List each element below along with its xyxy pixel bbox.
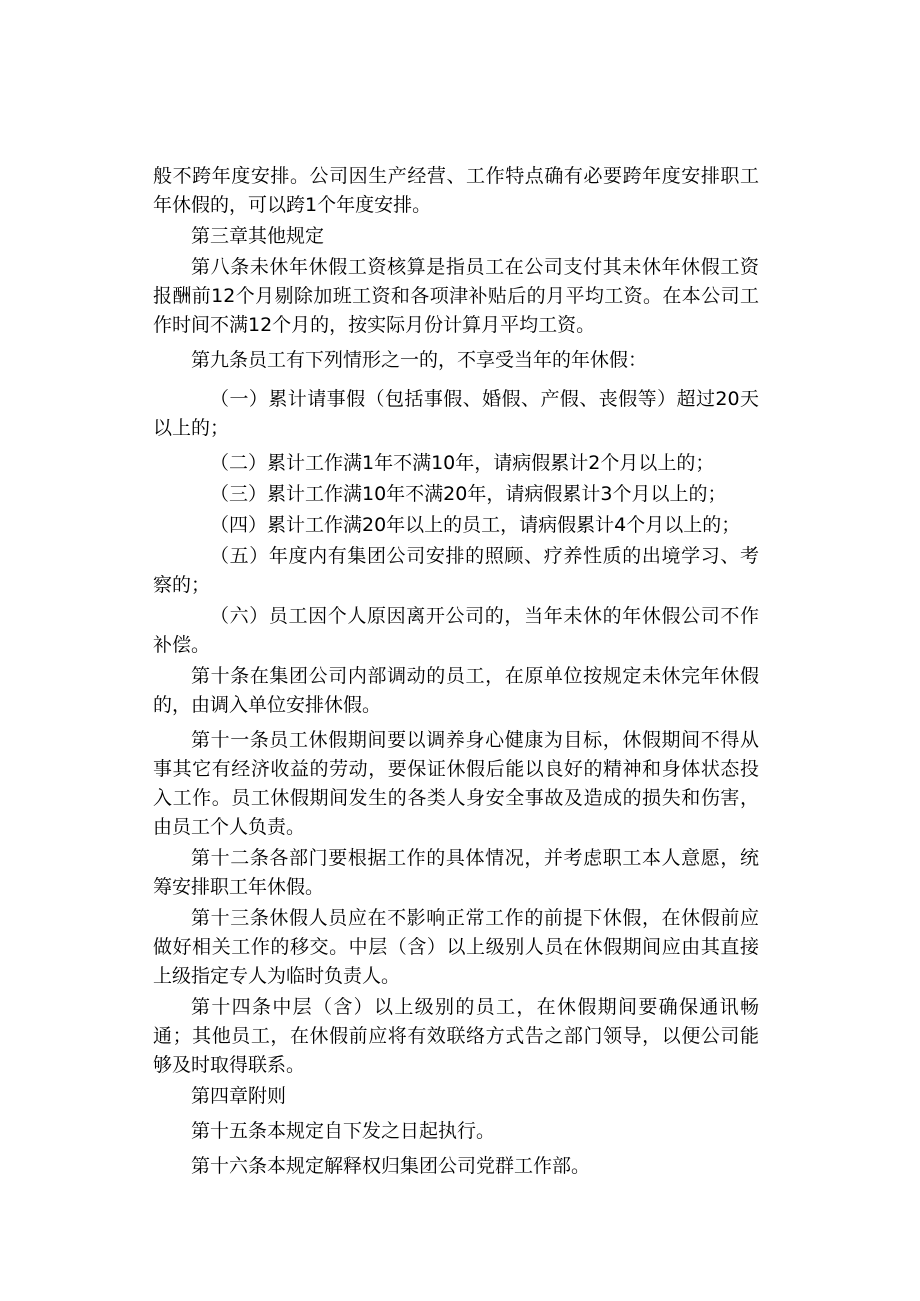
article-16: 第十六条本规定解释权归集团公司党群工作部。 (191, 1155, 591, 1177)
article-13: 第十三条休假人员应在不影响正常工作的前提下休假，在休假前应做好相关工作的移交。中层（含）以上级别人员在休假期间应由其直接上级指定专人为临时负责人。 (153, 907, 759, 987)
list-item-1: （一）累计请事假（包括事假、婚假、产假、丧假等）超过20天以上的； (153, 388, 759, 439)
list-item-3: （三）累计工作满10年不满20年，请病假累计3个月以上的； (210, 483, 727, 505)
article-9: 第九条员工有下列情形之一的，不享受当年的年休假： (191, 349, 648, 371)
list-item-4: （四）累计工作满20年以上的员工，请病假累计4个月以上的； (210, 514, 741, 536)
article-12: 第十二条各部门要根据工作的具体情况，并考虑职工本人意愿，统筹安排职工年休假。 (153, 847, 759, 898)
chapter-heading-3: 第三章其他规定 (191, 225, 325, 247)
paragraph-continuation: 般不跨年度安排。公司因生产经营、工作特点确有必要跨年度安排职工年休假的，可以跨1个年度安排。 (153, 165, 759, 216)
article-15: 第十五条本规定自下发之日起执行。 (191, 1120, 496, 1142)
article-10: 第十条在集团公司内部调动的员工，在原单位按规定未休完年休假的，由调入单位安排休假。 (153, 665, 759, 716)
list-item-2: （二）累计工作满1年不满10年，请病假累计2个月以上的； (210, 452, 715, 474)
list-item-6: （六）员工因个人原因离开公司的，当年未休的年休假公司不作补偿。 (153, 605, 759, 656)
article-8: 第八条未休年休假工资核算是指员工在公司支付其未休年休假工资报酬前12个月剔除加班工资和各项津补贴后的月平均工资。在本公司工作时间不满12个月的，按实际月份计算月平均工资。 (153, 256, 759, 336)
article-14: 第十四条中层（含）以上级别的员工，在休假期间要确保通讯畅通；其他员工，在休假前应将有效联络方式告之部门领导，以便公司能够及时取得联系。 (153, 996, 759, 1076)
list-item-5: （五）年度内有集团公司安排的照顾、疗养性质的出境学习、考察的； (153, 545, 759, 596)
chapter-heading-4: 第四章附则 (191, 1085, 287, 1107)
article-11: 第十一条员工休假期间要以调养身心健康为目标，休假期间不得从事其它有经济收益的劳动，要保证休假后能以良好的精神和身体状态投入工作。员工休假期间发生的各类人身安全事故及造成的损失和伤害，由员工个人负责。 (153, 729, 759, 838)
document-page (153, 162, 759, 1181)
